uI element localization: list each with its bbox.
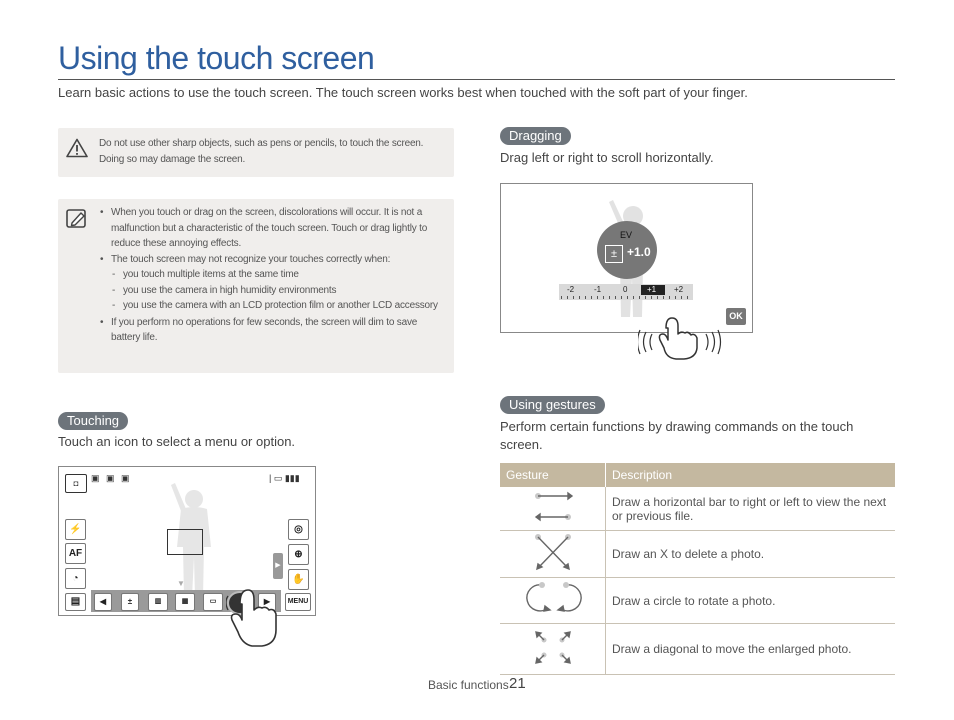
menu-indicator-icon: ▼ (177, 579, 185, 588)
ev-icon[interactable]: ± (121, 593, 139, 611)
note-pencil-icon (66, 209, 88, 229)
diagonal-gesture-icon (500, 624, 606, 675)
scroll-right-icon[interactable]: ▶ (258, 593, 276, 611)
gestures-text: Perform certain functions by drawing commands on the touch screen. (500, 419, 854, 452)
gesture-description: Draw a circle to rotate a photo. (606, 578, 896, 624)
note-item: • When you touch or drag on the screen, discolorations will occur. It is not a malfunction but a characteristic of the touch screen. Touch or drag lightly to reduce these annoying effects. (98, 205, 443, 252)
touching-text: Touch an icon to select a menu or option. (58, 434, 296, 449)
gesture-description: Draw a horizontal bar to right or left to view the next or previous file. (606, 487, 896, 531)
quality-icon[interactable]: ▥ (148, 593, 168, 611)
menu-button[interactable]: MENU (285, 593, 311, 611)
table-row (500, 487, 895, 531)
ev-icon: ± (605, 245, 623, 263)
table-header-gesture: Gesture (500, 463, 606, 487)
title-divider (58, 79, 895, 80)
mode-icon[interactable]: ◘ (65, 474, 87, 493)
autofocus-button[interactable]: AF (65, 543, 86, 564)
side-tab-arrow-icon[interactable]: ▶ (273, 553, 283, 579)
note-item: • The touch screen may not recognize your touches correctly when: (98, 252, 443, 268)
circle-gesture-icon (500, 578, 606, 624)
gestures-table (500, 463, 895, 675)
note-subitem: - you use the camera with an LCD protection film or another LCD accessory (98, 298, 443, 314)
note-subitem: - you touch multiple items at the same time (98, 267, 443, 283)
ev-label: EV (620, 230, 633, 240)
table-row (500, 531, 895, 578)
x-gesture-icon (500, 531, 606, 578)
footer-section: Basic functions (428, 678, 509, 692)
status-icons-right: | ▭ ▮▮▮ (269, 473, 300, 483)
scene-icon[interactable]: ◎ (288, 519, 309, 540)
ok-button[interactable]: OK (726, 308, 746, 325)
page-title: Using the touch screen (58, 40, 375, 76)
touching-heading: Touching (58, 412, 128, 430)
ev-scale-tick: 0 (623, 285, 628, 294)
intro-text: Learn basic actions to use the touch screen. The touch screen works best when touched with the soft part of your finger. (58, 85, 748, 100)
drag-screen-illustration (500, 183, 753, 333)
dragging-text: Drag left or right to scroll horizontally. (500, 150, 714, 165)
ev-scale-tick: +1 (647, 285, 657, 294)
warning-triangle-icon (66, 138, 88, 158)
hand-drag-icon (638, 314, 722, 360)
ev-scale-ticks (561, 296, 691, 299)
note-subitem: - you use the camera in high humidity environments (98, 283, 443, 299)
page-number: 21 (509, 675, 526, 692)
table-row (500, 578, 895, 624)
dragging-heading: Dragging (500, 127, 571, 145)
wb-icon[interactable]: ▭ (203, 593, 223, 611)
horizontal-bar-gesture-icon (500, 487, 606, 531)
note-item: • If you perform no operations for few seconds, the screen will dim to save battery life. (98, 315, 443, 346)
iso-icon[interactable]: ▦ (175, 593, 195, 611)
display-icon[interactable]: ▤ (65, 593, 86, 611)
gesture-description: Draw an X to delete a photo. (606, 531, 896, 578)
ev-scale-tick: +2 (674, 285, 684, 294)
metering-icon[interactable]: ⊕ (288, 544, 309, 565)
note-list (98, 205, 443, 346)
status-icons-left: ▣ ▣ ▣ (91, 473, 132, 483)
table-row (500, 624, 895, 675)
warning-text: Do not use other sharp objects, such as pens or pencils, to touch the screen. Doing so may damage the screen. (99, 138, 424, 165)
ev-scale-tick: -2 (567, 285, 575, 294)
gesture-description: Draw a diagonal to move the enlarged photo. (606, 624, 896, 675)
ev-value: +1.0 (627, 245, 651, 259)
flash-icon[interactable]: ⚡ (65, 519, 86, 540)
table-header-row (500, 463, 895, 487)
table-header-description: Description (606, 463, 896, 487)
focus-frame (167, 529, 203, 555)
stabilizer-icon[interactable]: ✋ (288, 569, 309, 590)
timer-icon[interactable]: ◔ (65, 568, 86, 589)
gestures-heading: Using gestures (500, 396, 605, 414)
scroll-left-icon[interactable]: ◀ (94, 593, 112, 611)
ev-scale-tick: -1 (594, 285, 602, 294)
hand-tap-icon (226, 586, 284, 650)
